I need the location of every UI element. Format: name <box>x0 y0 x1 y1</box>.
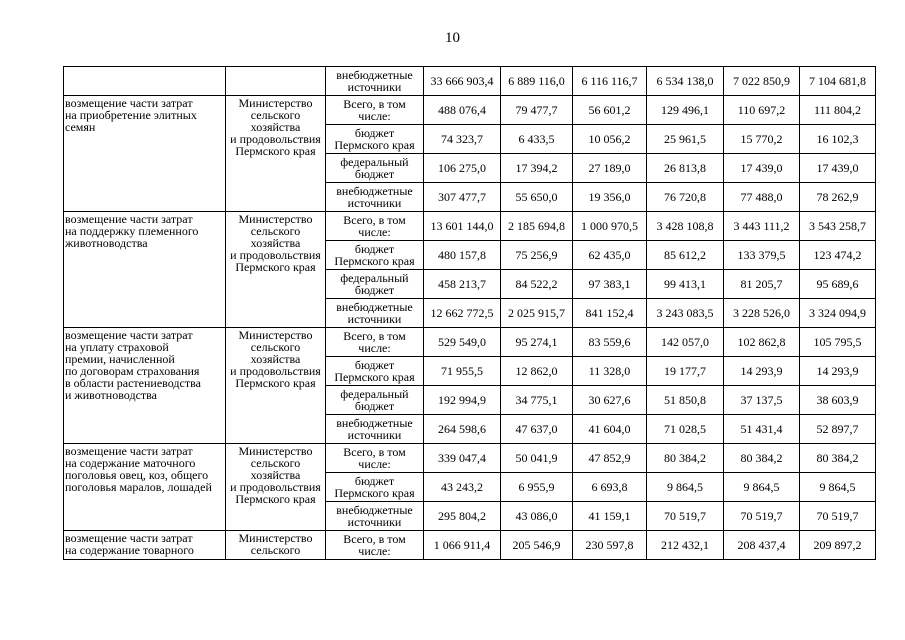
source-label: бюджет <box>354 474 395 488</box>
page-number: 10 <box>445 30 460 46</box>
source-label: федеральный <box>340 387 409 401</box>
value-cell: 26 813,8 <box>647 154 724 183</box>
measure-name-line: на содержание товарного <box>65 543 194 557</box>
executor-line: сельского <box>250 456 301 470</box>
source-label: Всего, в том <box>343 445 406 459</box>
value-cell: 458 213,7 <box>424 270 501 299</box>
table-row <box>64 328 876 357</box>
value-cell: 83 559,6 <box>573 328 647 357</box>
executor-line: и продовольствия <box>230 248 321 262</box>
measure-name-line: возмещение части затрат <box>65 328 193 342</box>
value-cell: 295 804,2 <box>424 502 501 531</box>
value-cell: 71 028,5 <box>647 415 724 444</box>
executor-line: и продовольствия <box>230 480 321 494</box>
value-cell: 95 689,6 <box>800 270 876 299</box>
source-label: внебюджетные <box>336 416 413 430</box>
measure-name-line: на приобретение элитных <box>65 108 197 122</box>
value-cell: 79 477,7 <box>501 96 573 125</box>
value-cell: 6 433,5 <box>501 125 573 154</box>
source-label: числе: <box>358 457 391 471</box>
source-label: Пермского края <box>334 486 415 500</box>
value-cell: 110 697,2 <box>724 96 800 125</box>
value-cell: 6 534 138,0 <box>647 67 724 96</box>
source-cell <box>326 299 424 328</box>
executor-line: Пермского края <box>235 492 316 506</box>
source-label: источники <box>347 196 402 210</box>
value-cell: 14 293,9 <box>800 357 876 386</box>
table-row <box>64 444 876 473</box>
value-cell: 3 428 108,8 <box>647 212 724 241</box>
value-cell: 3 443 111,2 <box>724 212 800 241</box>
executor-cell <box>226 212 326 328</box>
table-row <box>64 531 876 560</box>
value-cell: 123 474,2 <box>800 241 876 270</box>
measure-name-line: животноводства <box>65 236 148 250</box>
source-cell <box>326 96 424 125</box>
source-label: внебюджетные <box>336 68 413 82</box>
table-row <box>64 96 876 125</box>
value-cell: 6 889 116,0 <box>501 67 573 96</box>
value-cell: 70 519,7 <box>724 502 800 531</box>
source-label: Пермского края <box>334 254 415 268</box>
value-cell: 70 519,7 <box>800 502 876 531</box>
table-row <box>64 67 876 96</box>
executor-line: Министерство <box>238 212 313 226</box>
source-cell <box>326 473 424 502</box>
measure-name-cell <box>64 531 226 560</box>
value-cell: 9 864,5 <box>724 473 800 502</box>
value-cell: 12 662 772,5 <box>424 299 501 328</box>
measure-name-line: возмещение части затрат <box>65 444 193 458</box>
value-cell: 80 384,2 <box>647 444 724 473</box>
executor-line: Министерство <box>238 328 313 342</box>
value-cell: 105 795,5 <box>800 328 876 357</box>
value-cell: 74 323,7 <box>424 125 501 154</box>
value-cell: 2 185 694,8 <box>501 212 573 241</box>
value-cell: 56 601,2 <box>573 96 647 125</box>
value-cell: 34 775,1 <box>501 386 573 415</box>
source-label: бюджет <box>354 399 395 413</box>
executor-line: сельского <box>250 108 301 122</box>
source-cell <box>326 154 424 183</box>
value-cell: 307 477,7 <box>424 183 501 212</box>
value-cell: 208 437,4 <box>724 531 800 560</box>
value-cell: 3 243 083,5 <box>647 299 724 328</box>
measure-name-line: на содержание маточного <box>65 456 196 470</box>
measure-name-line: премии, начисленной <box>65 352 175 366</box>
executor-line: и продовольствия <box>230 364 321 378</box>
value-cell: 15 770,2 <box>724 125 800 154</box>
value-cell: 95 274,1 <box>501 328 573 357</box>
value-cell: 41 159,1 <box>573 502 647 531</box>
value-cell: 75 256,9 <box>501 241 573 270</box>
executor-line: Министерство <box>238 531 313 545</box>
value-cell: 51 431,4 <box>724 415 800 444</box>
measure-name-cell <box>64 96 226 212</box>
executor-line: Пермского края <box>235 144 316 158</box>
value-cell: 1 000 970,5 <box>573 212 647 241</box>
value-cell: 129 496,1 <box>647 96 724 125</box>
value-cell: 70 519,7 <box>647 502 724 531</box>
value-cell: 51 850,8 <box>647 386 724 415</box>
measure-name-line: возмещение части затрат <box>65 531 193 545</box>
value-cell: 3 324 094,9 <box>800 299 876 328</box>
value-cell: 205 546,9 <box>501 531 573 560</box>
value-cell: 10 056,2 <box>573 125 647 154</box>
source-label: числе: <box>358 544 391 558</box>
value-cell: 81 205,7 <box>724 270 800 299</box>
value-cell: 111 804,2 <box>800 96 876 125</box>
executor-line: сельского <box>250 340 301 354</box>
source-label: внебюджетные <box>336 503 413 517</box>
source-label: числе: <box>358 109 391 123</box>
source-cell <box>326 444 424 473</box>
value-cell: 6 116 116,7 <box>573 67 647 96</box>
source-label: источники <box>347 428 402 442</box>
value-cell: 55 650,0 <box>501 183 573 212</box>
value-cell: 7 104 681,8 <box>800 67 876 96</box>
source-label: бюджет <box>354 242 395 256</box>
table-row <box>64 212 876 241</box>
budget-table <box>63 66 876 560</box>
source-label: Всего, в том <box>343 532 406 546</box>
value-cell: 38 603,9 <box>800 386 876 415</box>
source-label: Всего, в том <box>343 213 406 227</box>
executor-line: Пермского края <box>235 260 316 274</box>
measure-name-cell <box>64 212 226 328</box>
value-cell: 17 439,0 <box>800 154 876 183</box>
source-label: Пермского края <box>334 370 415 384</box>
value-cell: 1 066 911,4 <box>424 531 501 560</box>
value-cell: 3 543 258,7 <box>800 212 876 241</box>
value-cell: 11 328,0 <box>573 357 647 386</box>
source-label: числе: <box>358 225 391 239</box>
value-cell: 52 897,7 <box>800 415 876 444</box>
value-cell: 12 862,0 <box>501 357 573 386</box>
source-label: Пермского края <box>334 138 415 152</box>
source-label: федеральный <box>340 155 409 169</box>
value-cell: 13 601 144,0 <box>424 212 501 241</box>
value-cell: 339 047,4 <box>424 444 501 473</box>
value-cell: 17 394,2 <box>501 154 573 183</box>
value-cell: 99 413,1 <box>647 270 724 299</box>
source-label: источники <box>347 80 402 94</box>
executor-line: хозяйства <box>250 120 301 134</box>
measure-name-line: возмещение части затрат <box>65 96 193 110</box>
value-cell: 30 627,6 <box>573 386 647 415</box>
source-label: внебюджетные <box>336 184 413 198</box>
executor-line: сельского <box>250 543 301 557</box>
value-cell: 6 955,9 <box>501 473 573 502</box>
source-cell <box>326 183 424 212</box>
source-cell <box>326 67 424 96</box>
value-cell: 76 720,8 <box>647 183 724 212</box>
source-label: бюджет <box>354 126 395 140</box>
source-label: Всего, в том <box>343 329 406 343</box>
source-label: числе: <box>358 341 391 355</box>
executor-line: Пермского края <box>235 376 316 390</box>
measure-name-cell <box>64 328 226 444</box>
value-cell: 264 598,6 <box>424 415 501 444</box>
value-cell: 43 086,0 <box>501 502 573 531</box>
source-cell <box>326 125 424 154</box>
value-cell: 47 637,0 <box>501 415 573 444</box>
executor-cell <box>226 67 326 96</box>
value-cell: 212 432,1 <box>647 531 724 560</box>
measure-name-line: поголовья маралов, лошадей <box>65 480 212 494</box>
source-label: источники <box>347 312 402 326</box>
executor-cell <box>226 96 326 212</box>
value-cell: 25 961,5 <box>647 125 724 154</box>
source-cell <box>326 212 424 241</box>
value-cell: 77 488,0 <box>724 183 800 212</box>
value-cell: 80 384,2 <box>724 444 800 473</box>
value-cell: 27 189,0 <box>573 154 647 183</box>
measure-name-line: на уплату страховой <box>65 340 169 354</box>
value-cell: 230 597,8 <box>573 531 647 560</box>
source-cell <box>326 531 424 560</box>
source-cell <box>326 328 424 357</box>
value-cell: 142 057,0 <box>647 328 724 357</box>
source-label: бюджет <box>354 283 395 297</box>
value-cell: 480 157,8 <box>424 241 501 270</box>
value-cell: 133 379,5 <box>724 241 800 270</box>
value-cell: 841 152,4 <box>573 299 647 328</box>
executor-line: сельского <box>250 224 301 238</box>
value-cell: 17 439,0 <box>724 154 800 183</box>
source-cell <box>326 357 424 386</box>
value-cell: 33 666 903,4 <box>424 67 501 96</box>
value-cell: 19 177,7 <box>647 357 724 386</box>
executor-cell <box>226 328 326 444</box>
measure-name-line: возмещение части затрат <box>65 212 193 226</box>
value-cell: 71 955,5 <box>424 357 501 386</box>
source-label: источники <box>347 515 402 529</box>
value-cell: 37 137,5 <box>724 386 800 415</box>
executor-line: и продовольствия <box>230 132 321 146</box>
value-cell: 529 549,0 <box>424 328 501 357</box>
measure-name-line: на поддержку племенного <box>65 224 199 238</box>
value-cell: 209 897,2 <box>800 531 876 560</box>
source-cell <box>326 415 424 444</box>
value-cell: 488 076,4 <box>424 96 501 125</box>
source-label: бюджет <box>354 167 395 181</box>
measure-name-line: семян <box>65 120 96 134</box>
source-label: Всего, в том <box>343 97 406 111</box>
value-cell: 43 243,2 <box>424 473 501 502</box>
value-cell: 3 228 526,0 <box>724 299 800 328</box>
value-cell: 16 102,3 <box>800 125 876 154</box>
value-cell: 106 275,0 <box>424 154 501 183</box>
value-cell: 97 383,1 <box>573 270 647 299</box>
measure-name-line: в области растениеводства <box>65 376 201 390</box>
value-cell: 19 356,0 <box>573 183 647 212</box>
value-cell: 47 852,9 <box>573 444 647 473</box>
executor-line: Министерство <box>238 96 313 110</box>
value-cell: 41 604,0 <box>573 415 647 444</box>
value-cell: 80 384,2 <box>800 444 876 473</box>
executor-line: хозяйства <box>250 352 301 366</box>
value-cell: 192 994,9 <box>424 386 501 415</box>
value-cell: 78 262,9 <box>800 183 876 212</box>
executor-line: хозяйства <box>250 236 301 250</box>
value-cell: 84 522,2 <box>501 270 573 299</box>
value-cell: 2 025 915,7 <box>501 299 573 328</box>
value-cell: 50 041,9 <box>501 444 573 473</box>
executor-line: хозяйства <box>250 468 301 482</box>
executor-cell <box>226 531 326 560</box>
source-label: бюджет <box>354 358 395 372</box>
value-cell: 9 864,5 <box>800 473 876 502</box>
executor-cell <box>226 444 326 531</box>
measure-name-cell <box>64 67 226 96</box>
table-body <box>64 67 876 560</box>
value-cell: 102 862,8 <box>724 328 800 357</box>
source-label: федеральный <box>340 271 409 285</box>
source-cell <box>326 502 424 531</box>
value-cell: 62 435,0 <box>573 241 647 270</box>
source-cell <box>326 241 424 270</box>
source-label: внебюджетные <box>336 300 413 314</box>
source-cell <box>326 386 424 415</box>
value-cell: 14 293,9 <box>724 357 800 386</box>
value-cell: 9 864,5 <box>647 473 724 502</box>
value-cell: 7 022 850,9 <box>724 67 800 96</box>
measure-name-line: и животноводства <box>65 388 157 402</box>
measure-name-line: поголовья овец, коз, общего <box>65 468 209 482</box>
measure-name-cell <box>64 444 226 531</box>
source-cell <box>326 270 424 299</box>
measure-name-line: по договорам страхования <box>65 364 200 378</box>
value-cell: 85 612,2 <box>647 241 724 270</box>
executor-line: Министерство <box>238 444 313 458</box>
value-cell: 6 693,8 <box>573 473 647 502</box>
